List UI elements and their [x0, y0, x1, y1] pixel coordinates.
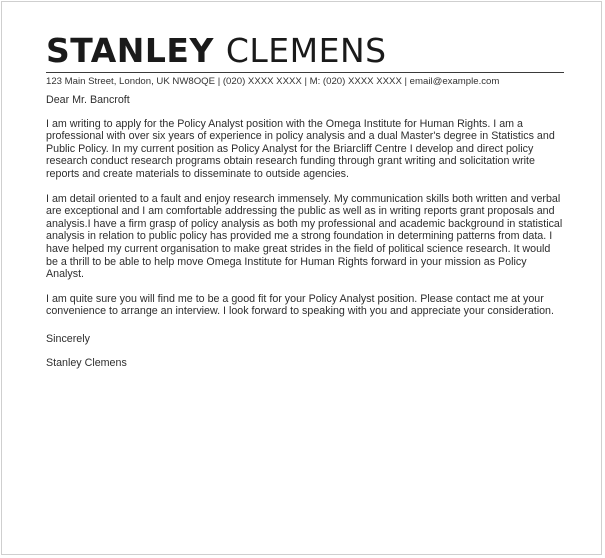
header-divider: [46, 72, 564, 73]
paragraph-intro: I am writing to apply for the Policy Analyst position with the Omega Institute for Human Rights. I am a professional with over six years of experience in policy analysis and a dual Master's degree in Statistics and Public Policy. In my current position as Policy Analyst for the Briarcliff Centre I develop and direct policy research conduct research programs obtain research funding through grant writing and solicitation write reports and create materials to disseminate to outside agencies.: [46, 117, 555, 180]
paragraph-closing: I am quite sure you will find me to be a good fit for your Policy Analyst position. Please contact me at your convenience to arrange an interview. I look forward to speaking with you and appreciate your consideration.: [46, 292, 554, 318]
salutation: Dear Mr. Bancroft: [46, 94, 130, 106]
applicant-name: [46, 30, 566, 72]
signature-name: Stanley Clemens: [46, 356, 127, 369]
first-name: STANLEY: [46, 31, 214, 70]
paragraph-qualifications: I am detail oriented to a fault and enjoy research immensely. My communication skills both written and verbal are exceptional and I am comfortable addressing the public as well as in writing reports grant proposals and analysis.I have a firm grasp of policy analysis as both my professional and academic background in statistical analysis in relation to public policy has provided me a strong foundation in determining patterns from data. I have helped my current organisation to make great strides in the field of political science research. It would be a thrill to be able to help move Omega Institute for Human Rights forward in your mission as Policy Analyst.: [46, 192, 563, 281]
contact-line: 123 Main Street, London, UK NW8OQE | (020) XXXX XXXX | M: (020) XXXX XXXX | email@example.com: [46, 76, 500, 87]
cover-letter: [46, 30, 566, 369]
letter-page: [1, 1, 602, 555]
last-name: CLEMENS: [225, 31, 387, 70]
closing: Sincerely: [46, 332, 90, 345]
